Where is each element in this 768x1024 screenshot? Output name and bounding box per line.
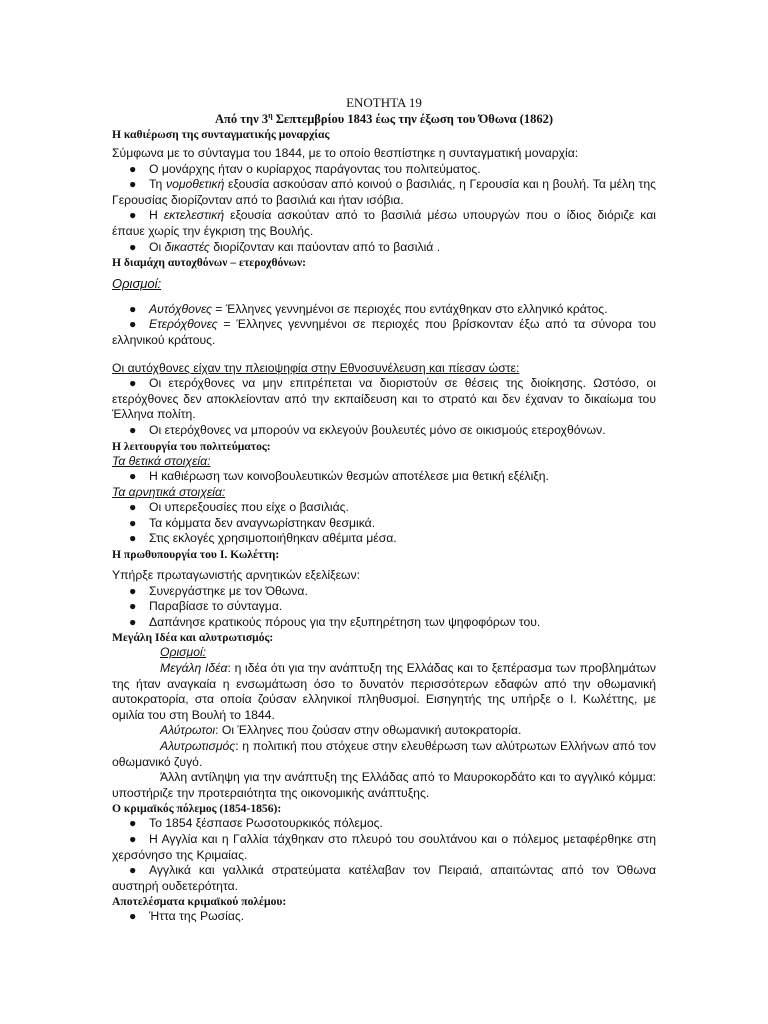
term: εκτελεστική [163, 208, 225, 223]
paragraph-text: : η πολιτική που στόχευε στην ελευθέρωση των αλύτρωτων Ελλήνων από τον οθωμανικό ζυγό. [112, 739, 656, 769]
bullet-icon: ● [129, 469, 137, 484]
list-item [112, 208, 656, 239]
bullet-icon: ● [129, 909, 137, 924]
section-body [112, 276, 656, 438]
list-item-text: Η [149, 208, 164, 223]
section-title: ΕΝΟΤΗΤΑ 19 [346, 95, 422, 110]
bullet-list [112, 816, 656, 894]
bullet-icon: ● [129, 500, 137, 515]
list-item [112, 317, 656, 348]
bullet-icon: ● [129, 583, 137, 598]
list-item-text: Δαπάνησε κρατικούς πόρους για την εξυπηρέτηση των ψηφοφόρων του. [149, 614, 541, 629]
paragraph [112, 739, 656, 770]
heading-regime-function: Η λειτουργία του πολιτεύματος: [112, 439, 271, 453]
bullet-icon: ● [129, 531, 137, 546]
paragraph: Άλλη αντίληψη για την ανάπτυξη της Ελλάδας από το Μαυροκορδάτο και το αγγλικό κόμμα: υποστήριζε την προτεραιότητα της οικονομικής ανάπτυξης. [112, 770, 656, 800]
list-item-text: Το 1854 ξέσπασε Ρωσοτουρκικός πόλεμος. [149, 816, 383, 831]
bullet-icon: ● [129, 208, 137, 223]
bullet-icon: ● [129, 239, 137, 254]
list-item [112, 500, 656, 516]
list-item-text: Η Αγγλία και η Γαλλία τάχθηκαν στο πλευρό του σουλτάνου και ο πόλεμος μεταφέρθηκε στη χερσόνησο της Κριμαίας. [112, 831, 656, 862]
bullet-list [112, 162, 656, 256]
bullet-list [112, 584, 656, 631]
list-item-text: Συνεργάστηκε με τον Όθωνα. [149, 583, 308, 598]
list-item-text: = Έλληνες γεννημένοι σε περιοχές που εντάχθηκαν στο ελληνικό κράτος. [211, 301, 608, 316]
subtitle-superscript: η [268, 110, 273, 120]
list-item [112, 469, 656, 485]
term: Αλύτρωτοι [160, 723, 216, 738]
section-body [112, 909, 656, 925]
bullet-icon: ● [129, 614, 137, 629]
bullet-icon: ● [129, 422, 137, 437]
bullet-icon: ● [129, 301, 137, 316]
bullet-list [112, 500, 656, 547]
section-body [112, 454, 656, 548]
bullet-icon: ● [129, 863, 137, 878]
list-item-text: Τα κόμματα δεν αναγνωρίστηκαν θεσμικά. [149, 515, 376, 530]
list-item [112, 531, 656, 547]
list-item-text: εξουσία ασκούσαν από κοινού ο βασιλιάς, η Γερουσία και η βουλή. Τα μέλη της Γερουσίας διορίζονταν από το βασιλιά και ήταν ισόβια. [112, 177, 656, 207]
bullet-list [112, 376, 656, 438]
list-item-text: Παραβίασε το σύνταγμα. [149, 599, 283, 614]
section-body [112, 146, 656, 255]
term: Μεγάλη Ιδέα [160, 661, 228, 676]
section-body [112, 816, 656, 894]
paragraph [112, 723, 656, 739]
paragraph: Οι αυτόχθονες είχαν την πλειοψηφία στην Εθνοσυνέλευση και πίεσαν ώστε: [112, 360, 520, 375]
section-body [112, 645, 656, 801]
list-item [112, 863, 656, 894]
subtitle-part: Σεπτεμβρίου 1843 έως την έξωση του Όθωνα (1862) [272, 112, 553, 126]
list-item [112, 599, 656, 615]
term: Αλυτρωτισμός [160, 739, 236, 753]
list-item-text: Οι ετερόχθονες να μπορούν να εκλεγούν βουλευτές μόνο σε οικισμούς ετεροχθόνων. [149, 422, 606, 437]
paragraph-text: : η ιδέα ότι για την ανάπτυξη της Ελλάδας και το ξεπέρασμα των προβλημάτων της ήταν αναγκαία η ενσωμάτωση όσο το δυνατόν περισσότερων εδαφών από την οθωμανική αυτοκρατορία, στα οποία ζούσαν ελληνικοί πληθυσμοί. Εισηγητής της υπήρξε ο Ι. Κωλέττης, με ομιλία του στη Βουλή το 1844. [112, 661, 656, 722]
list-item-text: Οι ετερόχθονες να μην επιτρέπεται να διοριστούν σε θέσεις της διοίκησης. Ωστόσο, οι ετερόχθονες δεν αποκλείονταν από την εκπαίδευση και το στρατό και δεν έχαναν το δικαίωμα του Έλληνα πολίτη. [112, 376, 656, 422]
heading-crimean-war-results: Αποτελέσματα κριμαϊκού πολέμου: [112, 895, 287, 909]
negatives-label: Τα αρνητικά στοιχεία: [112, 484, 226, 499]
bullet-icon: ● [129, 161, 137, 176]
paragraph: Υπήρξε πρωταγωνιστής αρνητικών εξελίξεων: [112, 568, 361, 583]
list-item-text: εξουσία ασκούταν από το βασιλιά μέσω υπουργών που ο ίδιος διόριζε και έπαυε χωρίς την έγκριση της Βουλής. [112, 208, 657, 238]
term: δικαστές [164, 239, 210, 254]
list-item-text: Ήττα της Ρωσίας. [149, 909, 245, 924]
section-body [112, 568, 656, 630]
list-item [112, 302, 656, 318]
term: νομοθετική [165, 177, 225, 192]
list-item-text: = Έλληνες γεννημένοι σε περιοχές που βρίσκονταν έξω από τα σύνορα του ελληνικού κράτους. [112, 317, 656, 347]
bullet-icon: ● [129, 376, 137, 391]
heading-crimean-war: Ο κριμαϊκός πόλεμος (1854-1856): [112, 802, 282, 816]
bullet-icon: ● [129, 515, 137, 530]
bullet-icon: ● [129, 317, 137, 332]
subtitle-part: Από την 3 [215, 112, 269, 126]
list-item-text: Στις εκλογές χρησιμοποιήθηκαν αθέμιτα μέσα. [149, 531, 397, 546]
list-item-text: διορίζονταν και παύονταν από το βασιλιά . [209, 239, 441, 254]
bullet-list [112, 302, 656, 349]
paragraph: Σύμφωνα με το σύνταγμα του 1844, με το οποίο θεσπίστηκε η συνταγματική μοναρχία: [112, 146, 579, 160]
definitions-label: Ορισμοί: [160, 645, 207, 660]
list-item [112, 162, 656, 178]
list-item-text: Η καθιέρωση των κοινοβουλευτικών θεσμών αποτέλεσε μια θετική εξέλιξη. [149, 469, 549, 484]
heading-constitutional-monarchy: Η καθιέρωση της συνταγματικής μοναρχίας [112, 128, 330, 141]
heading-kolettis: Η πρωθυπουργία του Ι. Κωλέττη: [112, 548, 280, 562]
list-item [112, 516, 656, 532]
list-item [112, 376, 656, 423]
list-item-text: Ο μονάρχης ήταν ο κυρίαρχος παράγοντας του πολιτεύματος. [149, 161, 481, 176]
list-item-text: Οι [149, 239, 165, 254]
list-item [112, 615, 656, 631]
positives-label: Τα θετικά στοιχεία: [112, 453, 211, 468]
term: Αυτόχθονες [149, 301, 212, 316]
list-item [112, 832, 656, 863]
list-item-text: Τη [149, 177, 166, 192]
bullet-icon: ● [129, 831, 137, 846]
list-item [112, 240, 656, 256]
bullet-list [112, 469, 656, 485]
paragraph [112, 661, 656, 723]
list-item [112, 816, 656, 832]
definitions-label: Ορισμοί: [112, 276, 162, 292]
section-subtitle [112, 111, 656, 127]
bullet-icon: ● [129, 177, 137, 192]
list-item [112, 584, 656, 600]
list-item [112, 423, 656, 439]
bullet-icon: ● [129, 816, 137, 831]
list-item-text: Αγγλικά και γαλλικά στρατεύματα κατέλαβαν τον Πειραιά, απαιτώντας από τον Όθωνα αυστηρή ουδετερότητα. [112, 863, 656, 893]
term: Ετερόχθονες [149, 317, 218, 332]
bullet-icon: ● [129, 599, 137, 614]
paragraph-text: : Οι Έλληνες που ζούσαν στην οθωμανική αυτοκρατορία. [215, 723, 522, 738]
bullet-list [112, 909, 656, 925]
list-item-text: Οι υπερεξουσίες που είχε ο βασιλιάς. [149, 500, 349, 515]
heading-autochthons-heterochthons: Η διαμάχη αυτοχθόνων – ετεροχθόνων: [112, 256, 307, 270]
list-item [112, 909, 656, 925]
heading-great-idea: Μεγάλη Ιδέα και αλυτρωτισμός: [112, 631, 274, 645]
list-item [112, 177, 656, 208]
